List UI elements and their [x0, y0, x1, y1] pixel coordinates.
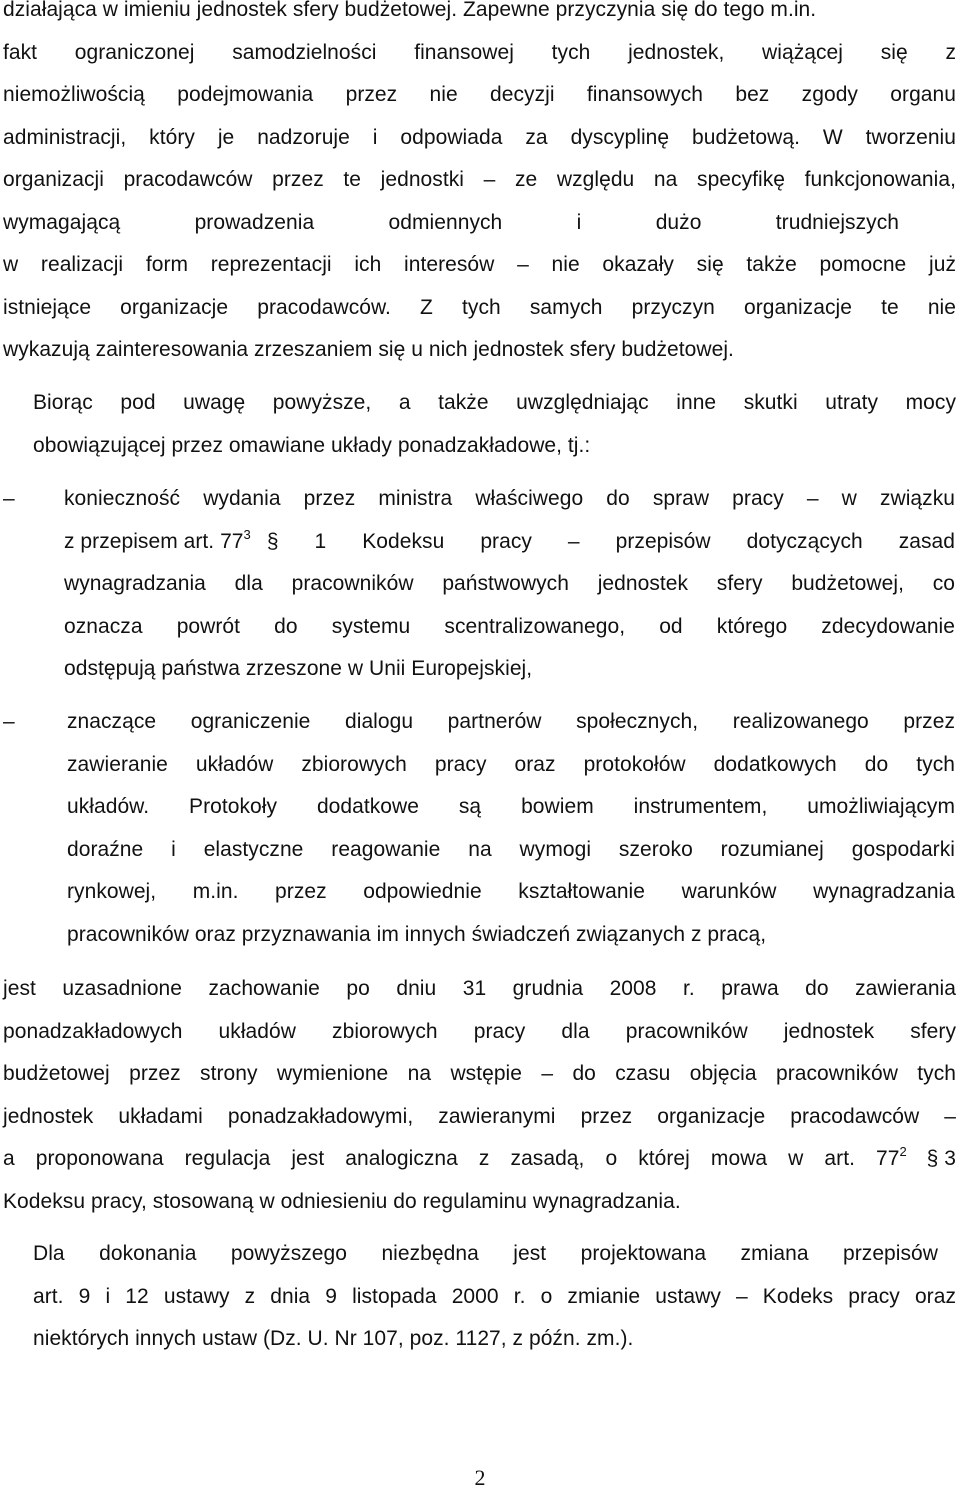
text-line: organizacji pracodawców przez te jednostki – ze względu na specyfikę funkcjonowania, [3, 168, 956, 191]
text-line: administracji, który je nadzoruje i odpowiada za dyscyplinę budżetową. W tworzeniu [3, 125, 956, 149]
text-line: Kodeksu pracy, stosowaną w odniesieniu do regulaminu wynagradzania. [3, 1189, 681, 1213]
text-fragment: § 1 Kodeksu pracy – przepisów dotyczących zasad [266, 529, 955, 553]
dash-bullet: – [3, 487, 15, 510]
text-line: rynkowej, m.in. przez odpowiednie kształtowanie warunków wynagradzania [67, 880, 955, 903]
text-line: wynagradzania dla pracowników państwowych jednostek sfery budżetowej, co [64, 572, 955, 595]
text-line: odstępują państwa zrzeszone w Unii Europejskiej, [64, 657, 533, 680]
text-fragment: § 3 [920, 1147, 956, 1170]
list-item-text [64, 478, 955, 691]
text-line: działająca w imieniu jednostek sfery budżetowej. Zapewne przyczynia się do tego m.in. [3, 0, 817, 21]
paragraph-final [33, 1233, 956, 1361]
text-line: jednostek układami ponadzakładowymi, zawieranymi przez organizacje pracodawców – [3, 1104, 956, 1128]
text-line: jest uzasadnione zachowanie po dniu 31 grudnia 2008 r. prawa do zawierania [3, 977, 956, 1000]
text-line: doraźne i elastyczne reagowanie na wymogi szeroko rozumianej gospodarki [67, 837, 955, 861]
paragraph-continuation [3, 0, 956, 372]
text-line: zawieranie układów zbiorowych pracy oraz protokołów dodatkowych do tych [67, 752, 955, 776]
text-line: konieczność wydania przez ministra właściwego do spraw pracy – w związku [64, 487, 955, 510]
text-line [64, 521, 955, 564]
text-line: w realizacji form reprezentacji ich interesów – nie okazały się także pomocne już [3, 253, 956, 276]
text-fragment: z przepisem art. $77^3$ [64, 526, 251, 553]
text-line: Biorąc pod uwagę powyższe, a także uwzględniając inne skutki utraty mocy [33, 391, 956, 414]
text-line: pracowników oraz przyznawania im innych świadczeń związanych z pracą, [67, 922, 767, 946]
dash-bullet: – [3, 710, 15, 733]
text-line: obowiązującej przez omawiane układy ponadzakładowe, tj.: [33, 433, 591, 457]
text-fragment: a proponowana regulacja jest analogiczna z zasadą, o której mowa w art. $77^2$ [3, 1144, 907, 1170]
text-line: ponadzakładowych układów zbiorowych pracy dla pracowników jednostek sfery [3, 1019, 956, 1043]
text-line: niektórych innych ustaw (Dz. U. Nr 107, poz. 1127, z późn. zm.). [33, 1327, 634, 1350]
text-line [3, 1138, 956, 1181]
text-line: fakt ograniczonej samodzielności finansowej tych jednostek, wiążącej się z [3, 40, 956, 64]
paragraph-intro [33, 382, 956, 467]
text-line: Dla dokonania powyższego niezbędna jest projektowana zmiana przepisów [33, 1242, 938, 1265]
page-number: 2 [474, 1465, 486, 1490]
text-line: niemożliwością podejmowania przez nie decyzji finansowych bez zgody organu [3, 83, 956, 106]
text-line: oznacza powrót do systemu scentralizowanego, od którego zdecydowanie [64, 614, 955, 638]
text-line: znaczące ograniczenie dialogu partnerów społecznych, realizowanego przez [67, 710, 955, 733]
text-line: wykazują zainteresowania zrzeszaniem się u nich jednostek sfery budżetowej. [3, 338, 734, 361]
superscript: 3 [243, 526, 251, 542]
text-line: układów. Protokoły dodatkowe są bowiem instrumentem, umożliwiającym [67, 795, 955, 818]
text-line: wymagającą prowadzenia odmiennych i dużo trudniejszych [3, 210, 899, 234]
list-item-text [67, 701, 955, 956]
text-line: istniejące organizacje pracodawców. Z tych samych przyczyn organizacje te nie [3, 295, 956, 319]
paragraph-conclusion [3, 968, 956, 1223]
superscript: 2 [899, 1144, 907, 1159]
text-line: art. 9 i 12 ustawy z dnia 9 listopada 2000 r. o zmianie ustawy – Kodeks pracy oraz [33, 1284, 956, 1308]
text-line: budżetowej przez strony wymienione na wstępie – do czasu objęcia pracowników tych [3, 1062, 956, 1085]
